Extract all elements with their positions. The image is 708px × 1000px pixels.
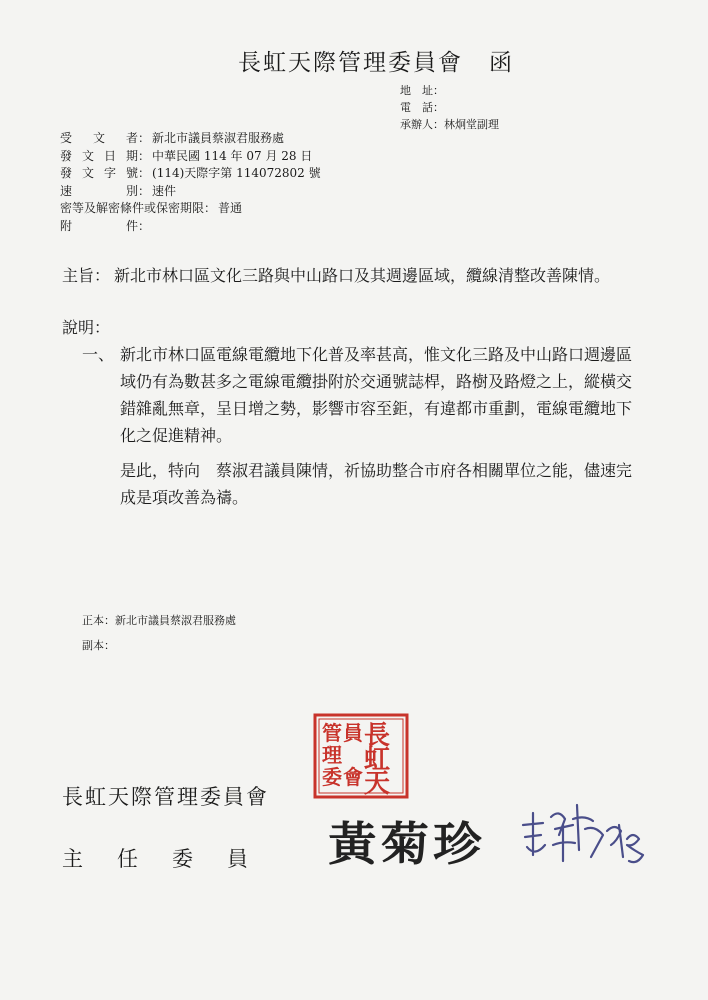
- copy-recipient-label: 副本：: [82, 639, 115, 652]
- main-recipient-line: [82, 612, 236, 628]
- meta-block: 受文者 ： 新北市議員蔡淑君服務處 發文日期 ： 中華民國 114 年 07 月 28 日 發文字號 ： (114)天際字第 114072802 號 速 別 ： 速件 密等及解密條件或保密期限 ： 普通 附 件 ：: [60, 130, 321, 235]
- subject-block: [62, 263, 642, 289]
- svg-text:長: 長: [364, 721, 391, 751]
- handwritten-signature: [515, 795, 655, 870]
- copy-recipient-line: [82, 637, 115, 653]
- main-recipient-value: 新北市議員蔡淑君服務處: [115, 614, 236, 627]
- title-char: 員: [227, 847, 248, 871]
- phone-label: 電 話：: [400, 101, 444, 114]
- address-label: 地 址：: [400, 84, 444, 97]
- item-text: 新北市林口區電線電纜地下化普及率甚高，惟文化三路及中山路口週邊區域仍有為數甚多之電線電纜掛附於交通號誌桿，路樹及路燈之上，縱橫交錯雜亂無章，呈日增之勢，影響市容至鉅，有違都市重劃，電線電纜地下化之促進精神。: [120, 345, 633, 445]
- speed-value: 速件: [152, 183, 177, 198]
- svg-text:理: 理: [322, 743, 342, 767]
- svg-text:員: 員: [343, 721, 363, 745]
- org-name: 長虹天際管理委員會: [238, 50, 463, 76]
- signature-title: [62, 843, 282, 873]
- secrecy-value: 普通: [218, 201, 243, 215]
- subject-text: 新北市林口區文化三路與中山路口及其週邊區域，纜線清整改善陳情。: [114, 266, 611, 285]
- number-value: (114)天際字第 114072802 號: [152, 166, 321, 180]
- svg-text:管: 管: [322, 721, 342, 745]
- handler-value: 林炯堂副理: [444, 118, 499, 131]
- date-label: 發文日期: [60, 148, 138, 163]
- secrecy-label: 密等及解密條件或保密期限: [60, 201, 205, 215]
- document-title: [238, 44, 514, 77]
- attachment-label: 附 件: [60, 218, 138, 233]
- director-name-stamp: 黃菊珍: [328, 817, 486, 871]
- signature-org: 長虹天際管理委員會: [62, 785, 269, 809]
- subject-label: 主旨：: [62, 266, 111, 285]
- closing-paragraph: 是此，特向 蔡淑君議員陳情，祈協助整合市府各相關單位之能，儘速完成是項改善為禱。: [120, 461, 633, 507]
- main-recipient-label: 正本：: [82, 614, 115, 627]
- title-char: 主: [62, 847, 83, 871]
- number-label: 發文字號: [60, 166, 138, 180]
- speed-label: 速 別: [60, 183, 138, 198]
- explanation-item: [82, 341, 642, 449]
- recipient-label: 受文者: [60, 131, 138, 145]
- item-number: 一、: [82, 345, 115, 364]
- svg-text:會: 會: [343, 765, 363, 789]
- svg-text:委: 委: [322, 765, 342, 789]
- doc-type: 函: [489, 50, 514, 76]
- svg-text:虹: 虹: [364, 745, 391, 775]
- red-seal-stamp: [312, 712, 410, 800]
- explanation-label: 說明：: [62, 318, 111, 337]
- handler-label: 承辦人：: [400, 118, 444, 131]
- svg-text:天: 天: [364, 769, 391, 799]
- title-char: 委: [172, 847, 193, 871]
- contact-block: [400, 82, 499, 133]
- recipient-value: 新北市議員蔡淑君服務處: [152, 131, 285, 145]
- title-char: 任: [117, 847, 138, 871]
- date-value: 中華民國 114 年 07 月 28 日: [152, 148, 313, 163]
